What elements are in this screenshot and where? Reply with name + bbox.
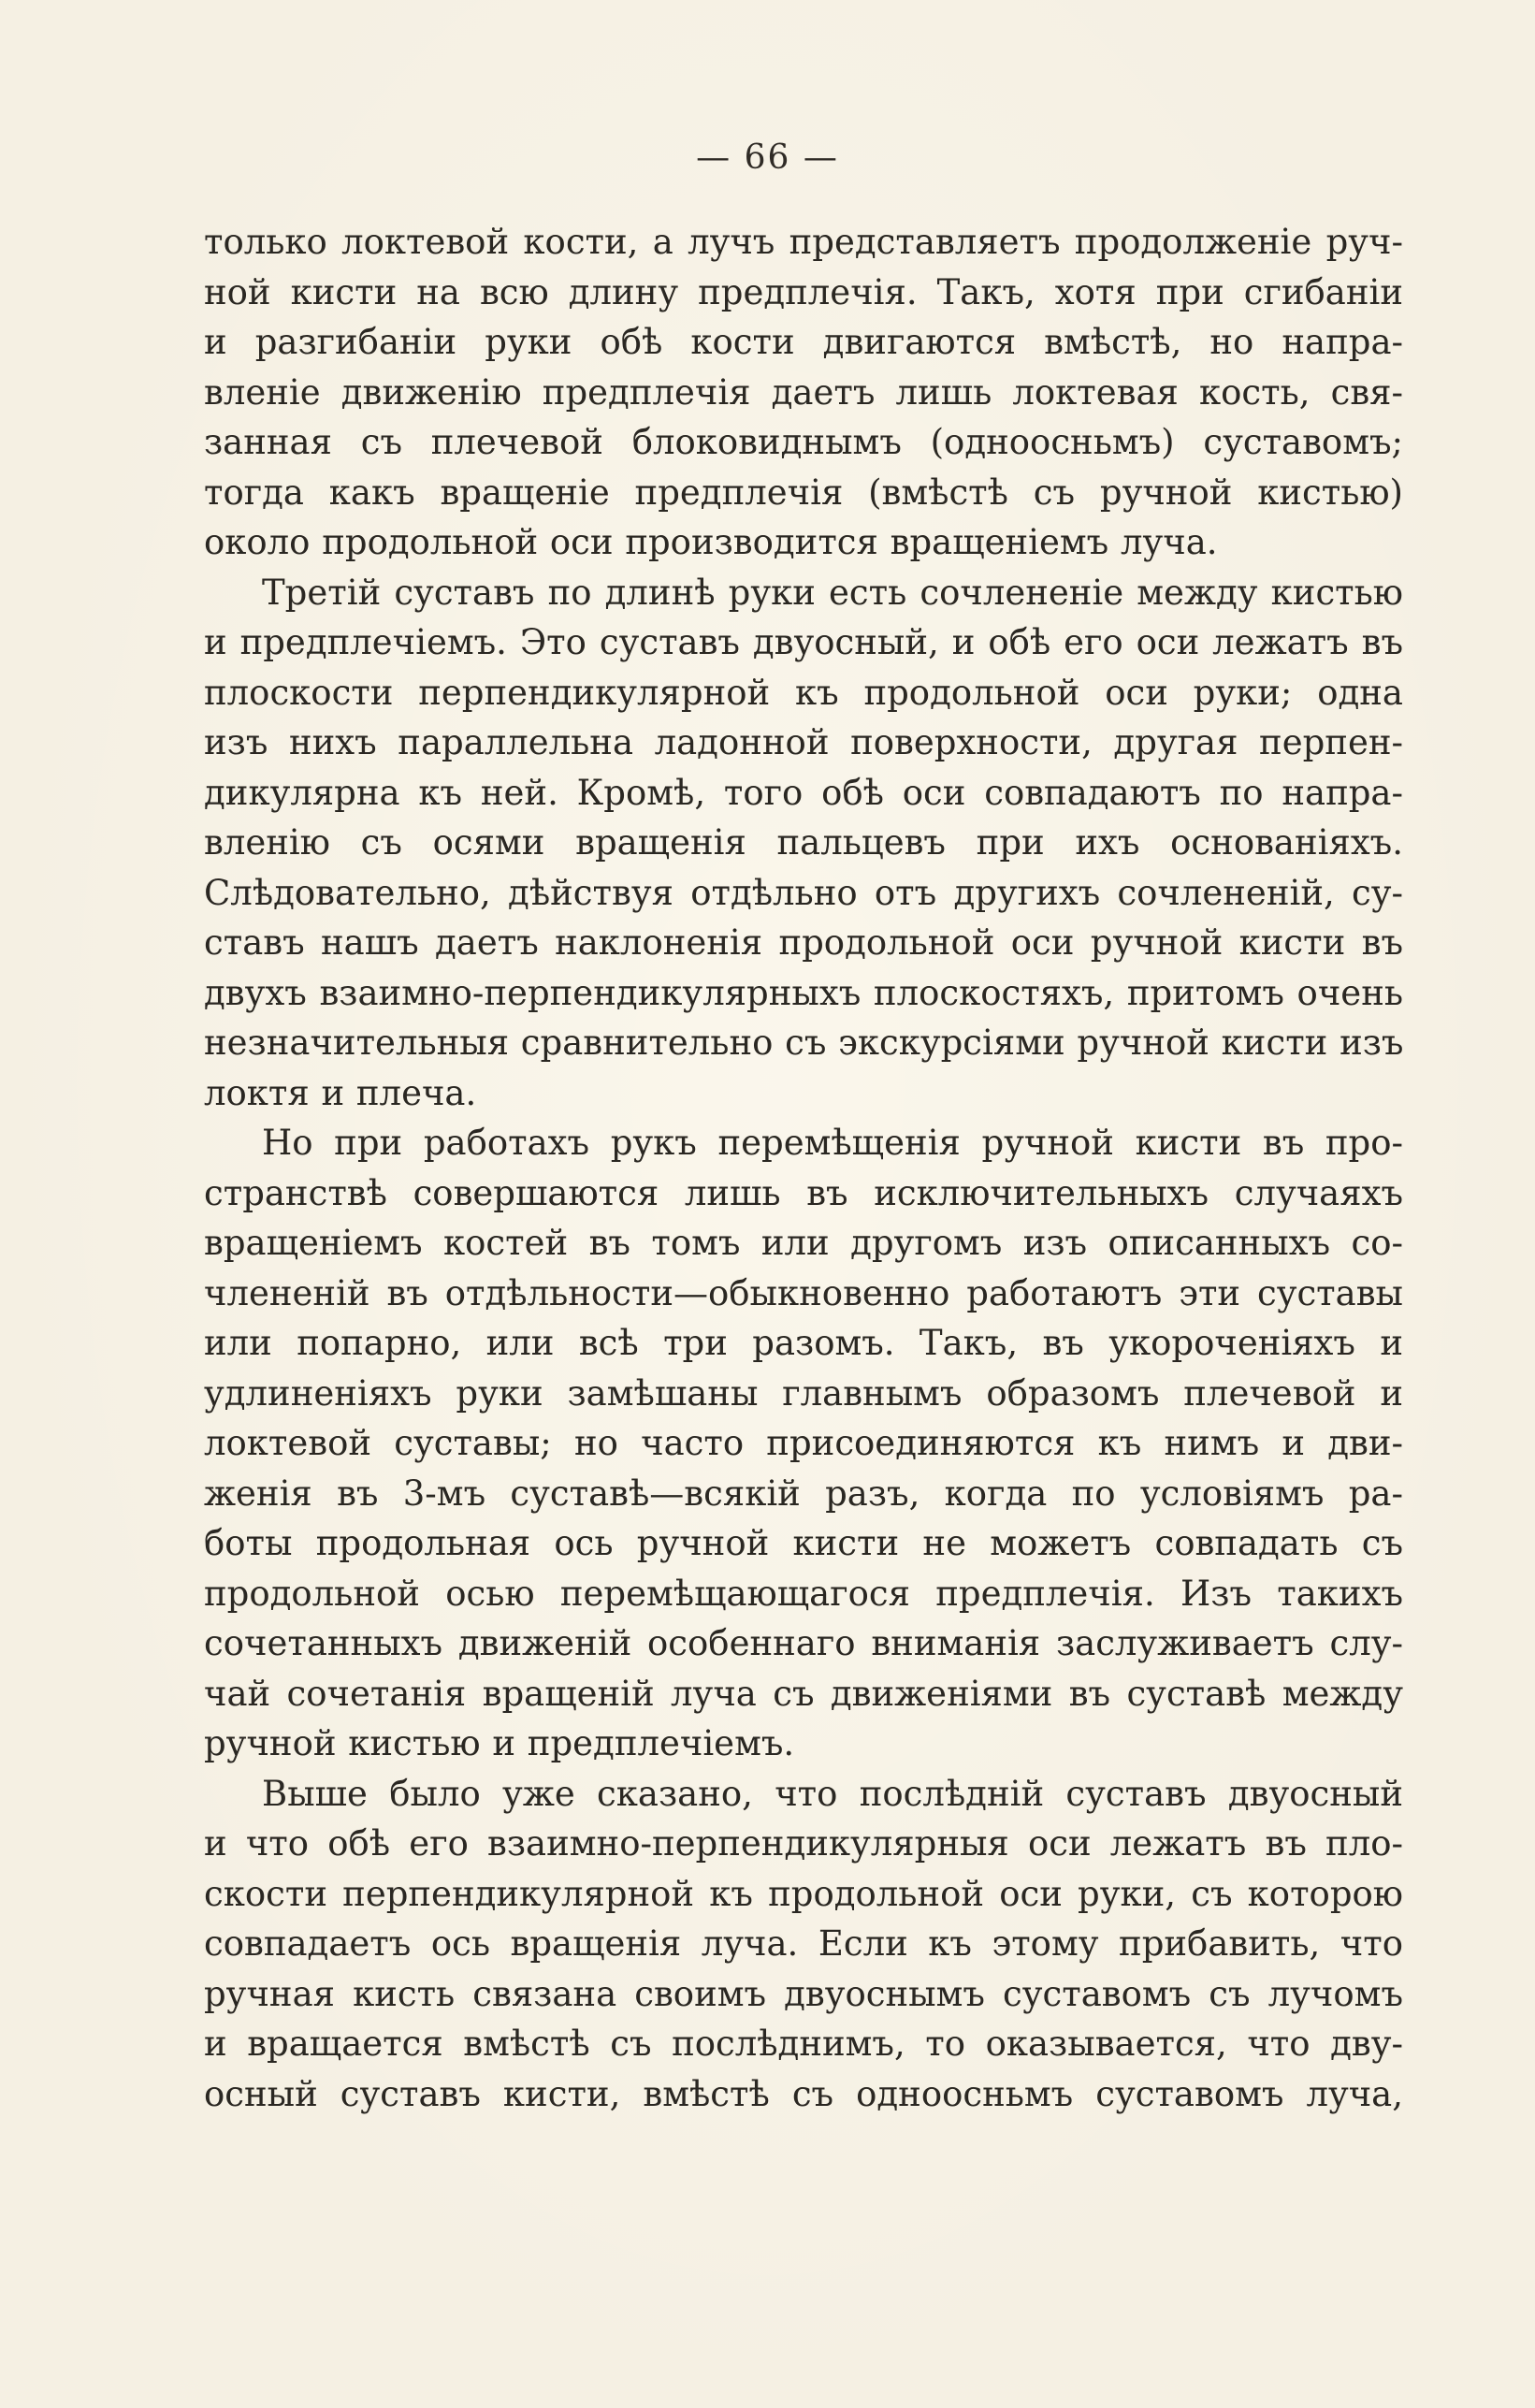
text-line: удлиненіяхъ руки замѣшаны главнымъ образомъ плечевой и [204,1372,1403,1414]
paragraph [204,1769,1403,2120]
text-line: изъ нихъ параллельна ладонной поверхности, другая перпен- [204,722,1403,762]
text-line: сочетанныхъ движеній особеннаго вниманія заслуживаетъ слу- [204,1623,1403,1663]
text-line: тогда какъ вращеніе предплечія (вмѣстѣ съ ручной кистью) [204,471,1403,513]
text-line: или попарно, или всѣ три разомъ. Такъ, въ укороченіяхъ и [204,1323,1403,1363]
text-line: ручной кистью и предплечіемъ. [204,1723,795,1763]
text-line: Третій суставъ по длинѣ руки есть сочлененіе между кистью [262,572,1403,613]
text-line: скости перпендикулярной къ продольной оси руки, съ которою [204,1873,1403,1914]
text-line: ручная кисть связана своимъ двуоснымъ суставомъ съ лучомъ [204,1973,1403,2014]
text-line: вленіе движенію предплечія даетъ лишь локтевая кость, свя- [204,371,1403,413]
paragraph [204,217,1403,568]
paragraph [204,1118,1403,1769]
text-line: и предплечіемъ. Это суставъ двуосный, и обѣ его оси лежатъ въ [204,622,1403,662]
text-line: члененій въ отдѣльности—обыкновенно работаютъ эти суставы [204,1272,1403,1313]
text-line: Слѣдовательно, дѣйствуя отдѣльно отъ другихъ сочлененій, су- [204,872,1403,913]
text-line: продольной осью перемѣщающагося предплечія. Изъ такихъ [204,1573,1403,1614]
text-line: ставъ нашъ даетъ наклоненія продольной оси ручной кисти въ [204,922,1403,963]
text-line: и что обѣ его взаимно-перпендикулярныя оси лежатъ въ пло- [204,1823,1403,1864]
body-text [204,217,1403,2119]
paragraph [204,568,1403,1119]
page-number: — 66 — [696,138,839,177]
text-line: и разгибаніи руки обѣ кости двигаются вмѣстѣ, но напра- [204,322,1403,362]
text-line: осный суставъ кисти, вмѣстѣ съ одноосньмъ суставомъ луча, [204,2073,1403,2114]
text-line: совпадаетъ ось вращенія луча. Если къ этому прибавить, что [204,1923,1403,1964]
text-line: Выше было уже сказано, что послѣдній суставъ двуосный [262,1773,1403,1814]
text-line: вленію съ осями вращенія пальцевъ при ихъ основаніяхъ. [204,822,1403,863]
text-line: странствѣ совершаются лишь въ исключительныхъ случаяхъ [204,1172,1403,1213]
text-line: и вращается вмѣстѣ съ послѣднимъ, то оказывается, что дву- [204,2024,1403,2064]
text-line: дикулярна къ ней. Кромѣ, того обѣ оси совпадаютъ по напра- [204,772,1403,813]
text-line: Но при работахъ рукъ перемѣщенія ручной кисти въ про- [262,1123,1403,1163]
text-line: вращеніемъ костей въ томъ или другомъ изъ описанныхъ со- [204,1223,1403,1263]
text-line: занная съ плечевой блоковиднымъ (одноосньмъ) суставомъ; [204,422,1403,462]
text-line: чай сочетанія вращеній луча съ движеніями въ суставѣ между [204,1673,1403,1714]
text-line: локтя и плеча. [204,1072,477,1113]
text-line: только локтевой кости, а лучъ представляетъ продолженіе руч- [204,222,1403,262]
text-line: двухъ взаимно-перпендикулярныхъ плоскостяхъ, притомъ очень [204,972,1403,1013]
text-line: ной кисти на всю длину предплечія. Такъ, хотя при сгибаніи [204,271,1403,312]
text-line: боты продольная ось ручной кисти не можетъ совпадать съ [204,1523,1403,1563]
text-line: плоскости перпендикулярной къ продольной оси руки; одна [204,672,1403,713]
text-line: локтевой суставы; но часто присоединяются къ нимъ и дви- [204,1423,1403,1463]
text-line: женія въ 3-мъ суставѣ—всякій разъ, когда по условіямъ ра- [204,1472,1403,1514]
text-line: незначительныя сравнительно съ экскурсіями ручной кисти изъ [204,1023,1403,1063]
text-line: около продольной оси производится вращеніемъ луча. [204,522,1218,562]
